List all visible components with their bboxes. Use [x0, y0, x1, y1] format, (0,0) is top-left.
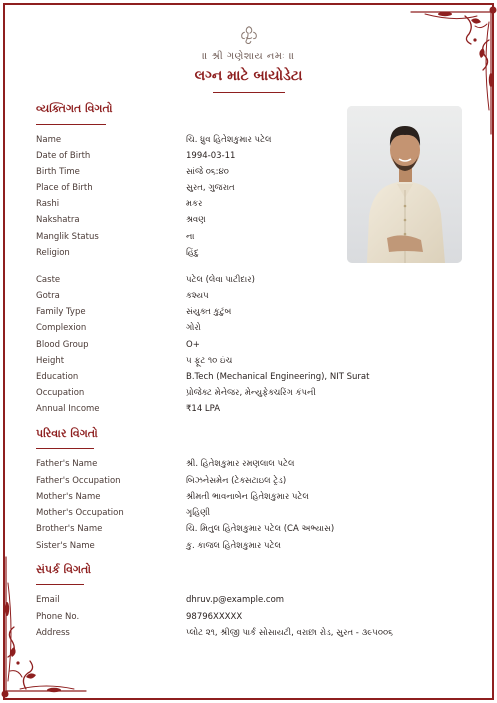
detail-value: ₹14 LPA	[186, 404, 221, 414]
invocation-text: ॥ શ્રી ગણેશાય નમઃ ॥	[202, 51, 295, 62]
detail-label: Brother's Name	[36, 524, 103, 534]
detail-label: Family Type	[36, 307, 86, 317]
detail-value: 98796XXXXX	[186, 612, 243, 622]
detail-value: 1994-03-11	[186, 151, 236, 161]
detail-value: સાંજે ૦૬:૪૦	[186, 167, 229, 177]
detail-value: dhruv.p@example.com	[186, 595, 285, 605]
section-title-contact: સંપર્ક વિગતો	[36, 563, 92, 576]
section-title-family: પરિવાર વિગતો	[36, 427, 98, 440]
detail-label: Address	[36, 628, 70, 638]
detail-label: Education	[36, 372, 79, 382]
biodata-header	[0, 24, 497, 93]
detail-label: Complexion	[36, 323, 87, 333]
detail-value: ગૃહિણી	[186, 508, 211, 518]
detail-row	[36, 506, 456, 520]
detail-row	[36, 593, 456, 607]
title-divider	[213, 92, 285, 93]
detail-label: Name	[36, 135, 62, 145]
detail-value: કશ્યપ	[186, 291, 209, 301]
detail-label: Mother's Name	[36, 492, 101, 502]
detail-row	[36, 321, 456, 335]
detail-value: મકર	[186, 199, 203, 209]
detail-label: Manglik Status	[36, 232, 99, 242]
detail-row	[36, 305, 456, 319]
detail-value: શ્રીમતી ભાવનાબેન હિતેશકુમાર પટેલ	[186, 492, 309, 502]
detail-label: Blood Group	[36, 340, 89, 350]
detail-row	[36, 386, 456, 400]
detail-value: ગોરો	[186, 323, 201, 333]
detail-value: પ્લોટ ૨૧, શ્રીજી પાર્ક સોસાયટી, વરાછા રોડ, સુરત - ૩૯૫૦૦૬	[186, 628, 393, 638]
detail-value: પટેલ (લેવા પાટીદાર)	[186, 275, 255, 285]
detail-value: સુરત, ગુજરાત	[186, 183, 235, 193]
detail-value: B.Tech (Mechanical Engineering), NIT Surat	[186, 372, 370, 382]
detail-label: Occupation	[36, 388, 85, 398]
detail-row	[36, 289, 456, 303]
detail-label: Place of Birth	[36, 183, 93, 193]
detail-label: Father's Occupation	[36, 476, 121, 486]
detail-label: Nakshatra	[36, 215, 80, 225]
detail-label: Annual Income	[36, 404, 100, 414]
detail-label: Mother's Occupation	[36, 508, 124, 518]
detail-label: Height	[36, 356, 65, 366]
detail-value: શ્રી. હિતેશકુમાર રમણલાલ પટેલ	[186, 459, 295, 469]
detail-label: Caste	[36, 275, 61, 285]
detail-row	[36, 522, 456, 536]
detail-row	[36, 610, 456, 624]
detail-label: Email	[36, 595, 60, 605]
detail-row	[36, 457, 456, 471]
detail-label: Date of Birth	[36, 151, 91, 161]
page-title: લગ્ન માટે બાયોડેટા	[194, 68, 303, 84]
section-divider	[36, 584, 84, 585]
detail-label: Rashi	[36, 199, 60, 209]
detail-label: Gotra	[36, 291, 60, 301]
detail-value: શ્રવણ	[186, 215, 206, 225]
detail-row	[36, 490, 456, 504]
section-title-personal: વ્યક્તિગત વિગતો	[36, 102, 113, 115]
detail-label: Birth Time	[36, 167, 80, 177]
ganesh-icon	[238, 24, 260, 46]
detail-value: બિઝનેસમેન (ટેક્સટાઇલ ટ્રેડ)	[186, 476, 287, 486]
detail-value: હિંદુ	[186, 248, 199, 258]
detail-row	[36, 354, 456, 368]
detail-value: O+	[186, 340, 200, 350]
profile-photo	[347, 106, 462, 263]
detail-row	[36, 402, 456, 416]
detail-label: Sister's Name	[36, 541, 95, 551]
detail-row	[36, 370, 456, 384]
detail-row	[36, 273, 456, 287]
detail-row	[36, 338, 456, 352]
detail-label: Religion	[36, 248, 70, 258]
detail-value: કુ. કાજલ હિતેશકુમાર પટેલ	[186, 541, 281, 551]
detail-label: Father's Name	[36, 459, 98, 469]
detail-label: Phone No.	[36, 612, 80, 622]
detail-row	[36, 539, 456, 553]
detail-row	[36, 626, 456, 640]
detail-value: ૫ ફૂટ ૧૦ ઇંચ	[186, 356, 233, 366]
detail-value: ચિ. ધ્રુવ હિતેશકુમાર પટેલ	[186, 135, 272, 145]
detail-row	[36, 474, 456, 488]
section-divider	[36, 124, 106, 125]
detail-value: ચિ. મિતુલ હિતેશકુમાર પટેલ (CA અભ્યાસ)	[186, 524, 335, 534]
detail-value: સંયુક્ત કુટુંબ	[186, 307, 232, 317]
detail-value: ના	[186, 232, 195, 242]
section-divider	[36, 448, 94, 449]
detail-value: પ્રોજેક્ટ મેનેજર, મેન્યુફેક્ચરિંગ કંપની	[186, 388, 316, 398]
